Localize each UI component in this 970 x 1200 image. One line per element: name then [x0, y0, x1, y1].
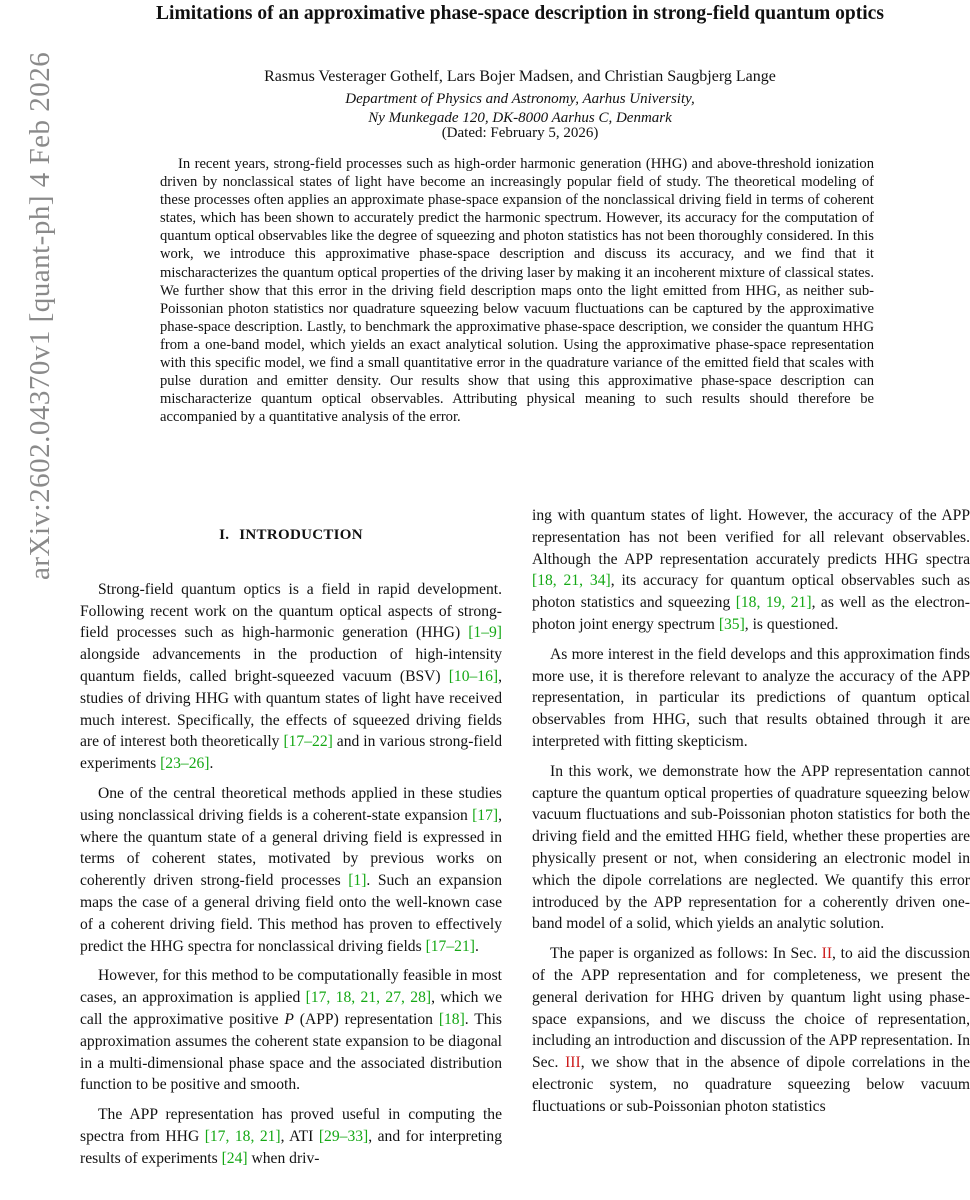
citation-link[interactable]: [17, 18, 21]	[204, 1127, 281, 1145]
dated-line: (Dated: February 5, 2026)	[441, 125, 599, 141]
section-number: I.	[219, 527, 230, 543]
arxiv-identifier-stamp	[0, 51, 56, 580]
section-reference-link[interactable]: III	[565, 1054, 581, 1072]
intro-paragraph-7: The paper is organized as follows: In Sec. II, to aid the discussion of the APP representation and for completeness, we present the general derivation for HHG driven by quantum light using phase-space expansions, and we discuss the choice of representation, including an introduction and discussion of the APP representation. In Sec. III, we show that in the absence of dipole correlations in the electronic system, no quadrature squeezing below vacuum fluctuations or sub-Poissonian photon statistics	[532, 945, 970, 1115]
citation-link[interactable]: [18]	[438, 1010, 465, 1028]
section-reference-link[interactable]: II	[821, 945, 833, 963]
citation-link[interactable]: [24]	[221, 1149, 248, 1167]
author-list: Rasmus Vesterager Gothelf, Lars Bojer Madsen, and Christian Saugbjerg Lange	[264, 68, 776, 85]
affiliation-line-1: Department of Physics and Astronomy, Aarhus University,	[345, 91, 695, 107]
arxiv-identifier: arXiv:2602.04370v1 [quant-ph] 4 Feb 2026	[24, 51, 56, 580]
intro-paragraph-1: Strong-field quantum optics is a field in rapid development. Following recent work on the quantum optical aspects of strong-field processes such as high-harmonic generation (HHG) [1–9] alongside advancements in the production of high-intensity quantum fields, called bright-squeezed vacuum (BSV) [10–16], studies of driving HHG with quantum states of light have received much interest. Specifically, the effects of squeezed driving fields are of interest both theoretically [17–22] and in various strong-field experiments [23–26].	[80, 580, 502, 773]
citation-link[interactable]: [35]	[718, 615, 745, 633]
citation-link[interactable]: [1]	[348, 872, 367, 890]
intro-paragraph-continued: ing with quantum states of light. However, the accuracy of the APP representation has not been verified for all relevant observables. Although the APP representation accurately predicts HHG spectra [18, 21, 34], its accuracy for quantum optical observables such as photon statistics and squeezing [18, 19, 21], as well as the electron-photon joint energy spectrum [35], is questioned.	[532, 507, 970, 633]
citation-link[interactable]: [23–26]	[160, 755, 210, 773]
citation-link[interactable]: [18, 19, 21]	[735, 594, 812, 612]
affiliation	[85, 90, 955, 128]
intro-paragraph-3: However, for this method to be computationally feasible in most cases, an approximation is applied [17, 18, 21, 27, 28], which we call the approximative positive P (APP) representation [18]. This approximation assumes the coherent state expansion to be diagonal in a multi-dimensional phase space and the associated distribution function to be positive and smooth.	[80, 967, 502, 1094]
intro-paragraph-6: In this work, we demonstrate how the APP representation cannot capture the quantum optical properties of quadrature squeezing below vacuum fluctuations and sub-Poissonian photon statistics for both the driving field and the emitted HHG field, whether these properties are physically present or not, when considering an electronic model in which the dipole correlations are neglected. We quantify this error introduced by the APP representation for a coherently driven one-band model of a solid, which yields an analytic solution.	[532, 762, 970, 933]
citation-link[interactable]: [18, 21, 34]	[532, 572, 611, 590]
citation-link[interactable]: [17–22]	[283, 733, 333, 751]
citation-link[interactable]: [10–16]	[448, 667, 499, 685]
right-column	[532, 505, 970, 1126]
abstract: In recent years, strong-field processes such as high-order harmonic generation (HHG) and above-threshold ionization driven by nonclassical states of light have become an increasingly popular field of study. The theoretical modeling of these processes often applies an approximate phase-space expansion of the nonclassical driving field in terms of coherent states, which has been shown to accurately predict the harmonic spectrum. However, its accuracy for the computation of quantum optical observables like the degree of squeezing and photon statistics has not been thoroughly considered. In this work, we introduce this approximative phase-space description and discuss its accuracy, and we find that it mischaracterizes the quantum optical properties of the driving laser by making it an incoherent mixture of classical states. We further show that this error in the driving field description maps onto the light emitted from HHG, as neither sub-Poissonian photon statistics nor quadrature squeezing below vacuum fluctuations can be captured by the approximative phase-space description. Lastly, to benchmark the approximative phase-space description, we consider the quantum HHG from a one-band model, which yields an exact analytical solution. Using the approximative phase-space representation with this specific model, we find a small quantitative error in the quadrature variance of the emitted field that scales with pulse duration and emitter density. Our results show that using this approximative phase-space description can mischaracterize quantum optical observables. Attributing physical meaning to such results should therefore be accompanied by a quantitative analysis of the error.	[160, 156, 874, 426]
paper-title: Limitations of an approximative phase-space description in strong-field quantum optics	[156, 3, 884, 24]
section-title: INTRODUCTION	[239, 527, 363, 543]
left-column	[80, 525, 502, 1178]
citation-link[interactable]: [1–9]	[468, 624, 502, 642]
citation-link[interactable]: [17–21]	[425, 937, 475, 955]
section-heading	[80, 525, 502, 547]
affiliation-line-2: Ny Munkegade 120, DK-8000 Aarhus C, Denmark	[368, 110, 672, 126]
math-symbol-p: P	[284, 1010, 294, 1028]
intro-paragraph-4: The APP representation has proved useful in computing the spectra from HHG [17, 18, 21], ATI [29–33], and for interpreting results of experiments [24] when driv-	[80, 1106, 503, 1167]
citation-link[interactable]: [17, 18, 21, 27, 28]	[305, 989, 432, 1007]
intro-paragraph-2: One of the central theoretical methods applied in these studies using nonclassical driving fields is a coherent-state expansion [17], where the quantum state of a general driving field is expressed in terms of coherent states, motivated by previous works on coherently driven strong-field processes [1]. Such an expansion maps the case of a general driving field onto the well-known case of a coherent driving field. This method has proven to effectively predict the HHG spectra for nonclassical driving fields [17–21].	[80, 784, 503, 955]
citation-link[interactable]: [17]	[472, 806, 499, 824]
intro-paragraph-5: As more interest in the field develops and this approximation finds more use, it is therefore relevant to analyze the accuracy of the APP representation, in particular its predictions of quantum optical observables from HHG, such that results obtained through it are interpreted with fitting skepticism.	[532, 645, 970, 750]
citation-link[interactable]: [29–33]	[318, 1127, 369, 1145]
